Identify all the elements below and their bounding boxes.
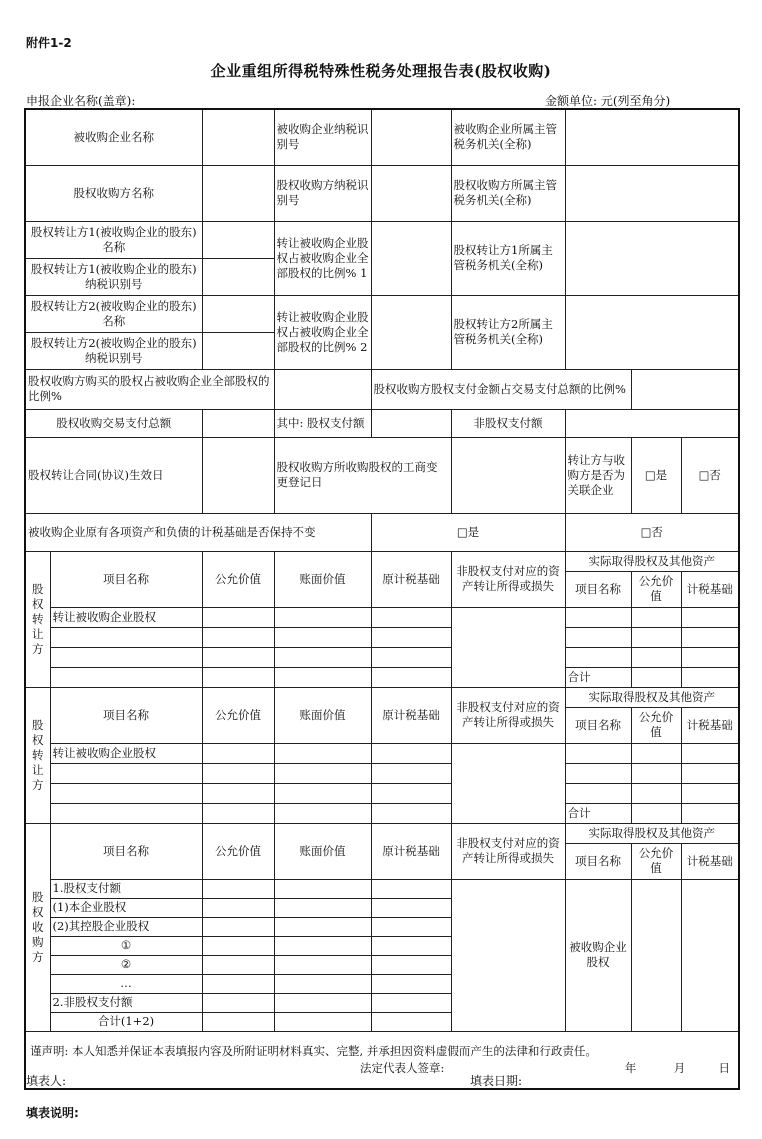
- table-cell[interactable]: [371, 955, 451, 974]
- sub-tax-basis-header: 计税基础: [681, 843, 739, 879]
- table-cell[interactable]: [565, 647, 631, 667]
- acquired-taxid-value[interactable]: [371, 109, 451, 165]
- table-cell[interactable]: [274, 1012, 371, 1031]
- acquired-equity-label: 被收购企业股权: [565, 879, 631, 1031]
- equity-payment-value[interactable]: [371, 409, 451, 437]
- table-cell[interactable]: [371, 1012, 451, 1031]
- transferor2-ratio-value[interactable]: [371, 295, 451, 369]
- table-cell[interactable]: [274, 607, 371, 627]
- table-cell[interactable]: [274, 627, 371, 647]
- payment-ratio-value[interactable]: [631, 369, 739, 409]
- transferor2-taxid-label: 股权转让方2(被收购企业的股东)纳税识别号: [25, 332, 202, 369]
- total-payment-value[interactable]: [202, 409, 274, 437]
- table-cell[interactable]: [202, 936, 274, 955]
- orig-basis-header: 原计税基础: [371, 687, 451, 743]
- table-cell[interactable]: [202, 955, 274, 974]
- transferor-section-1-label: 股权转让方: [25, 551, 50, 687]
- nonequity-gain-header: 非股权支付对应的资产转让所得或损失: [451, 687, 565, 743]
- table-cell[interactable]: [274, 974, 371, 993]
- table-cell[interactable]: [371, 936, 451, 955]
- table-cell[interactable]: [681, 627, 739, 647]
- acquired-authority-value[interactable]: [565, 109, 739, 165]
- sub-row-ellipsis: …: [50, 974, 202, 993]
- book-value-header: 账面价值: [274, 551, 371, 607]
- table-cell[interactable]: [681, 647, 739, 667]
- table-cell[interactable]: [202, 993, 274, 1012]
- table-cell[interactable]: [565, 607, 631, 627]
- table-cell[interactable]: [202, 898, 274, 917]
- item-name-header: 项目名称: [50, 823, 202, 879]
- fair-value-header: 公允价值: [202, 551, 274, 607]
- table-cell[interactable]: [681, 803, 739, 823]
- table-cell[interactable]: [371, 627, 451, 647]
- table-cell[interactable]: [631, 647, 681, 667]
- acquirer-authority-label: 股权收购方所属主管税务机关(全称): [451, 165, 565, 221]
- instructions-label: 填表说明:: [26, 1106, 79, 1120]
- basis-no-checkbox[interactable]: □否: [565, 513, 739, 551]
- transferor2-taxid-value[interactable]: [202, 332, 274, 369]
- table-cell[interactable]: [681, 879, 739, 1031]
- month-label: 月: [673, 1060, 686, 1075]
- controlled-equity-row: (2)其控股企业股权: [50, 917, 202, 936]
- sub-tax-basis-header: 计税基础: [681, 571, 739, 607]
- table-cell[interactable]: [202, 783, 274, 803]
- basis-question-label: 被收购企业原有各项资产和负债的计税基础是否保持不变: [25, 513, 371, 551]
- actual-obtained-header: 实际取得股权及其他资产: [565, 687, 739, 707]
- table-cell[interactable]: [202, 647, 274, 667]
- table-cell[interactable]: [50, 763, 202, 783]
- share-ratio-value[interactable]: [274, 369, 371, 409]
- table-cell[interactable]: [202, 667, 274, 687]
- table-cell[interactable]: [371, 898, 451, 917]
- item-name-header: 项目名称: [50, 551, 202, 607]
- transferor1-name-label: 股权转让方1(被收购企业的股东)名称: [25, 221, 202, 258]
- table-cell[interactable]: [371, 783, 451, 803]
- table-cell[interactable]: [274, 936, 371, 955]
- acquired-name-value[interactable]: [202, 109, 274, 165]
- table-cell[interactable]: [371, 974, 451, 993]
- table-cell[interactable]: [274, 879, 371, 898]
- filler-label: 填表人:: [26, 1074, 67, 1088]
- actual-obtained-header: 实际取得股权及其他资产: [565, 823, 739, 843]
- sub-fair-value-header: 公允价值: [631, 571, 681, 607]
- book-value-header: 账面价值: [274, 823, 371, 879]
- registration-date-value[interactable]: [451, 437, 565, 513]
- table-cell[interactable]: [371, 667, 451, 687]
- fair-value-header: 公允价值: [202, 687, 274, 743]
- non-equity-payment-value[interactable]: [565, 409, 739, 437]
- related-yes-checkbox[interactable]: □是: [631, 437, 681, 513]
- own-equity-row: (1)本企业股权: [50, 898, 202, 917]
- table-cell[interactable]: [681, 607, 739, 627]
- table-cell[interactable]: [565, 627, 631, 647]
- table-cell[interactable]: [631, 743, 681, 763]
- equity-payment-row: 1.股权支付额: [50, 879, 202, 898]
- table-cell[interactable]: [50, 783, 202, 803]
- basis-yes-checkbox[interactable]: □是: [371, 513, 565, 551]
- transferor1-ratio-value[interactable]: [371, 221, 451, 295]
- table-cell[interactable]: [50, 647, 202, 667]
- transferor1-authority-label: 股权转让方1所属主管税务机关(全称): [451, 221, 565, 295]
- table-cell[interactable]: [631, 879, 681, 1031]
- table-cell[interactable]: [371, 763, 451, 783]
- grand-total-row: 合计(1+2): [50, 1012, 202, 1031]
- table-cell[interactable]: [274, 803, 371, 823]
- sub-item-name-header: 项目名称: [565, 707, 631, 743]
- table-cell[interactable]: [631, 763, 681, 783]
- transferor1-ratio-label: 转让被收购企业股权占被收购企业全部股权的比例% 1: [274, 221, 371, 295]
- table-cell[interactable]: [451, 607, 565, 687]
- report-table: [24, 108, 740, 1090]
- table-cell[interactable]: [681, 667, 739, 687]
- attachment-label: 附件1-2: [26, 36, 72, 50]
- orig-basis-header: 原计税基础: [371, 551, 451, 607]
- transferor-section-2-label: 股权转让方: [25, 687, 50, 823]
- table-cell[interactable]: [202, 917, 274, 936]
- transferor2-name-value[interactable]: [202, 295, 274, 332]
- acquirer-name-value[interactable]: [202, 165, 274, 221]
- acquirer-authority-value[interactable]: [565, 165, 739, 221]
- table-cell[interactable]: [565, 763, 631, 783]
- table-cell[interactable]: [202, 974, 274, 993]
- item-name-header: 项目名称: [50, 687, 202, 743]
- unit-label: 金额单位: 元(列至角分): [545, 94, 671, 108]
- table-cell[interactable]: [202, 627, 274, 647]
- payment-ratio-label: 股权收购方股权支付金额占交易支付总额的比例%: [371, 369, 631, 409]
- table-cell[interactable]: [451, 743, 565, 823]
- table-cell[interactable]: [371, 607, 451, 627]
- nonequity-gain-header: 非股权支付对应的资产转让所得或损失: [451, 823, 565, 879]
- fair-value-header: 公允价值: [202, 823, 274, 879]
- transferor2-authority-value[interactable]: [565, 295, 739, 369]
- transferor2-name-label: 股权转让方2(被收购企业的股东)名称: [25, 295, 202, 332]
- table-cell[interactable]: [274, 955, 371, 974]
- acquired-name-label: 被收购企业名称: [25, 109, 202, 165]
- table-cell[interactable]: [274, 917, 371, 936]
- applicant-label: 申报企业名称(盖章):: [26, 94, 136, 108]
- sub-item-name-header: 项目名称: [565, 843, 631, 879]
- transferor2-authority-label: 股权转让方2所属主管税务机关(全称): [451, 295, 565, 369]
- share-ratio-label: 股权收购方购买的股权占被收购企业全部股权的比例%: [25, 369, 274, 409]
- equity-payment-label: 其中: 股权支付额: [274, 409, 371, 437]
- non-equity-payment-row: 2.非股权支付额: [50, 993, 202, 1012]
- table-cell[interactable]: [274, 783, 371, 803]
- related-question-label: 转让方与收购方是否为关联企业: [565, 437, 631, 513]
- acquired-authority-label: 被收购企业所属主管税务机关(全称): [451, 109, 565, 165]
- total-payment-label: 股权收购交易支付总额: [25, 409, 202, 437]
- table-cell[interactable]: [565, 783, 631, 803]
- table-cell[interactable]: [631, 627, 681, 647]
- acquirer-taxid-value[interactable]: [371, 165, 451, 221]
- table-cell[interactable]: [371, 917, 451, 936]
- table-cell[interactable]: [274, 743, 371, 763]
- year-label: 年: [624, 1060, 637, 1075]
- sub-tax-basis-header: 计税基础: [681, 707, 739, 743]
- table-cell[interactable]: [50, 627, 202, 647]
- transferor1-taxid-value[interactable]: [202, 258, 274, 295]
- acquirer-taxid-label: 股权收购方纳税识别号: [274, 165, 371, 221]
- table-cell[interactable]: [274, 647, 371, 667]
- sub-item-name-header: 项目名称: [565, 571, 631, 607]
- table-cell[interactable]: [565, 743, 631, 763]
- actual-obtained-header: 实际取得股权及其他资产: [565, 551, 739, 571]
- table-cell[interactable]: [631, 607, 681, 627]
- book-value-header: 账面价值: [274, 687, 371, 743]
- transferor1-taxid-label: 股权转让方1(被收购企业的股东)纳税识别号: [25, 258, 202, 295]
- table-cell[interactable]: [274, 898, 371, 917]
- table-cell[interactable]: [50, 803, 202, 823]
- related-no-checkbox[interactable]: □否: [681, 437, 739, 513]
- table-cell[interactable]: [371, 993, 451, 1012]
- total-label: 合计: [565, 667, 631, 687]
- table-cell[interactable]: [202, 879, 274, 898]
- transferor2-ratio-label: 转让被收购企业股权占被收购企业全部股权的比例% 2: [274, 295, 371, 369]
- legal-rep-signature-label: 法定代表人签章:: [360, 1060, 445, 1075]
- transfer-equity-row: 转让被收购企业股权: [50, 743, 202, 763]
- table-cell[interactable]: [50, 667, 202, 687]
- table-cell[interactable]: [371, 803, 451, 823]
- table-cell[interactable]: [371, 879, 451, 898]
- fill-date-label: 填表日期:: [470, 1074, 523, 1088]
- table-cell[interactable]: [631, 667, 681, 687]
- acquired-taxid-label: 被收购企业纳税识别号: [274, 109, 371, 165]
- nonequity-gain-header: 非股权支付对应的资产转让所得或损失: [451, 551, 565, 607]
- acquirer-name-label: 股权收购方名称: [25, 165, 202, 221]
- registration-date-label: 股权收购方所收购股权的工商变更登记日: [274, 437, 451, 513]
- total-label: 合计: [565, 803, 631, 823]
- transfer-equity-row: 转让被收购企业股权: [50, 607, 202, 627]
- contract-date-value[interactable]: [202, 437, 274, 513]
- sub-fair-value-header: 公允价值: [631, 707, 681, 743]
- non-equity-payment-label: 非股权支付额: [451, 409, 565, 437]
- declaration-cell: [25, 1031, 739, 1089]
- table-cell[interactable]: [631, 803, 681, 823]
- transferor1-name-value[interactable]: [202, 221, 274, 258]
- table-cell[interactable]: [274, 993, 371, 1012]
- sub-row-2: ②: [50, 955, 202, 974]
- sub-fair-value-header: 公允价值: [631, 843, 681, 879]
- table-cell[interactable]: [202, 743, 274, 763]
- acquirer-section-label: 股权收购方: [25, 823, 50, 1031]
- table-cell[interactable]: [371, 743, 451, 763]
- table-cell[interactable]: [274, 667, 371, 687]
- table-cell[interactable]: [371, 647, 451, 667]
- table-cell[interactable]: [631, 783, 681, 803]
- table-cell[interactable]: [681, 763, 739, 783]
- table-cell[interactable]: [202, 803, 274, 823]
- table-cell[interactable]: [274, 763, 371, 783]
- table-cell[interactable]: [202, 607, 274, 627]
- table-cell[interactable]: [681, 783, 739, 803]
- table-cell[interactable]: [451, 879, 565, 1031]
- table-cell[interactable]: [681, 743, 739, 763]
- sub-row-1: ①: [50, 936, 202, 955]
- table-cell[interactable]: [202, 763, 274, 783]
- form-title: 企业重组所得税特殊性税务处理报告表(股权收购): [210, 62, 552, 80]
- day-label: 日: [718, 1060, 731, 1075]
- contract-date-label: 股权转让合同(协议)生效日: [25, 437, 202, 513]
- declaration-text: 谨声明: 本人知悉并保证本表填报内容及所附证明材料真实、完整, 并承担因资料虚假而产生的法律和行政责任。: [30, 1043, 597, 1058]
- transferor1-authority-value[interactable]: [565, 221, 739, 295]
- table-cell[interactable]: [202, 1012, 274, 1031]
- orig-basis-header: 原计税基础: [371, 823, 451, 879]
